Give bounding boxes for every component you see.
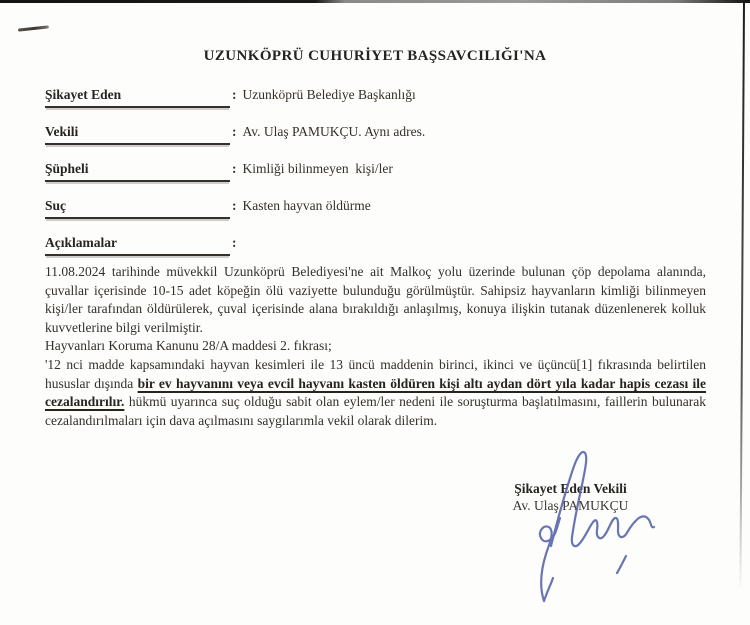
field-colon: : (232, 198, 237, 213)
handwritten-signature (423, 436, 671, 622)
signature-stroke-left-loop (540, 518, 560, 601)
paragraph-incident: 11.08.2024 tarihinde müvekkil Uzunköprü Belediyesi'ne ait Malkoç yolu üzerinde bulunan çöp depolama alanında, çuvallar içerisinde 10-15 adet köpeğin ölü vaziyette bulunduğu görülmüştür. Sahipsiz hayvanların kimliği bilinmeyen kişi/ler tarafından öldürülerek, çuval içerisinde alana bırakıldığı anlaşılmış, konuya ilişkin tutanak düzenlenerek kolluk kuvvetlerine bilgi verilmiştir. (45, 264, 706, 335)
quote-bold-text: bir ev hayvanını veya evcil hayvanı kasten öldüren kişi altı aydan dört yıla kadar hapis cezası ile cezalandırılır. (45, 375, 707, 410)
pen-mark-artifact (18, 25, 49, 31)
field-row-sikayet-eden (45, 86, 706, 108)
field-value-vekili: Av. Ulaş PAMUKÇU. Aynı adres. (242, 124, 426, 139)
signature-block (478, 480, 663, 514)
paragraph-law-heading: Hayvanları Koruma Kanunu 28/A maddesi 2. fıkrası; (45, 338, 332, 354)
field-label-vekili: Vekili (45, 123, 230, 145)
field-colon: : (232, 235, 237, 250)
quote-before-text: '12 nci madde kapsamındaki hayvan kesimleri ile 13 üncü maddenin birinci, ikinci ve üçüncü[1] fıkrasında belirtilen hususlar dışında (45, 356, 706, 391)
quote-after-text: hükmü uyarınca suç olduğu sabit olan eylem/ler nedeni ile soruşturma başlatılmasını, faillerin bulunarak cezalandırılmaları için dava açılmasını saygılarımla vekil olarak dilerim. (45, 394, 706, 428)
scan-edge-top-line (0, 0, 750, 3)
field-label-aciklamalar: Açıklamalar (45, 234, 230, 256)
field-value-supheli: Kimliği bilinmeyen kişi/ler (242, 161, 393, 176)
field-label-sikayet-eden: Şikayet Eden (45, 86, 230, 108)
field-row-vekili (45, 123, 706, 145)
field-colon: : (232, 124, 237, 139)
field-label-suc: Suç (45, 197, 230, 219)
field-list (45, 86, 706, 271)
signature-stroke-slash (617, 556, 626, 573)
field-value-sikayet-eden: Uzunköprü Belediye Başkanlığı (242, 87, 416, 102)
field-colon: : (232, 161, 237, 176)
field-colon: : (232, 87, 237, 102)
field-value-suc: Kasten hayvan öldürme (242, 198, 371, 213)
paragraph-law-quote (45, 356, 706, 430)
signature-role: Şikayet Eden Vekili (514, 481, 627, 496)
scan-edge-right-line (739, 2, 745, 592)
document-body (45, 263, 706, 430)
field-row-suc (45, 197, 706, 219)
field-row-supheli (45, 160, 706, 182)
field-row-aciklamalar (45, 234, 706, 256)
signature-stroke-tail (544, 578, 553, 601)
signature-name: Av. Ulaş PAMUKÇU (512, 498, 629, 513)
document-title: UZUNKÖPRÜ CUHURİYET BAŞSAVCILIĞI'NA (203, 48, 547, 64)
field-label-supheli: Şüpheli (45, 160, 230, 182)
